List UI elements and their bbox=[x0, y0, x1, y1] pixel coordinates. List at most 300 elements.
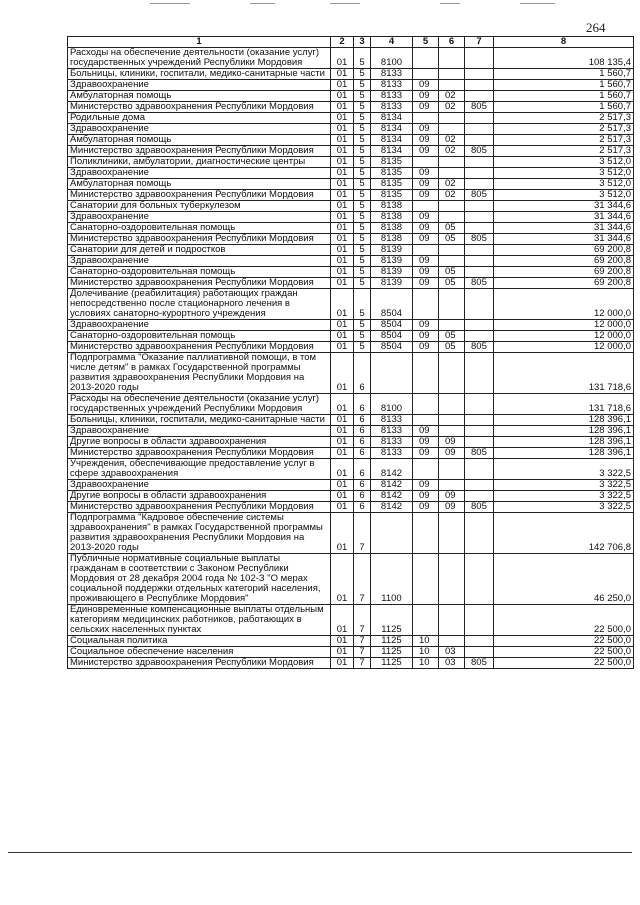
row-code-5 bbox=[439, 636, 465, 647]
table-row bbox=[68, 426, 634, 437]
row-amount: 69 200,8 bbox=[494, 278, 634, 289]
row-description: Министерство здравоохранения Республики Мордовия bbox=[68, 234, 331, 245]
row-code-1: 01 bbox=[331, 201, 354, 212]
row-description: Поликлиники, амбулатории, диагностические центры bbox=[68, 157, 331, 168]
row-amount: 1 560,7 bbox=[494, 91, 634, 102]
row-description: Единовременные компенсационные выплаты отдельным категориям медицинских работников, работающих в сельских населенных пунктах bbox=[68, 605, 331, 636]
row-code-6 bbox=[465, 353, 494, 394]
row-description: Санаторно-оздоровительная помощь bbox=[68, 267, 331, 278]
row-code-3: 8142 bbox=[371, 491, 413, 502]
budget-table bbox=[67, 36, 634, 669]
row-code-2: 5 bbox=[354, 48, 371, 69]
row-code-6 bbox=[465, 647, 494, 658]
row-code-4 bbox=[413, 459, 439, 480]
row-code-5: 02 bbox=[439, 190, 465, 201]
row-code-5 bbox=[439, 80, 465, 91]
row-code-6 bbox=[465, 426, 494, 437]
row-code-1: 01 bbox=[331, 426, 354, 437]
row-description: Другие вопросы в области здравоохранения bbox=[68, 491, 331, 502]
row-code-6 bbox=[465, 289, 494, 320]
row-amount: 12 000,0 bbox=[494, 320, 634, 331]
row-code-1: 01 bbox=[331, 502, 354, 513]
row-code-4 bbox=[413, 48, 439, 69]
table-row bbox=[68, 113, 634, 124]
row-amount: 1 560,7 bbox=[494, 102, 634, 113]
row-code-4: 09 bbox=[413, 80, 439, 91]
row-code-3: 8504 bbox=[371, 331, 413, 342]
row-code-1: 01 bbox=[331, 605, 354, 636]
row-code-6 bbox=[465, 605, 494, 636]
row-code-2: 5 bbox=[354, 91, 371, 102]
row-code-5 bbox=[439, 113, 465, 124]
row-code-5 bbox=[439, 201, 465, 212]
row-code-3: 8133 bbox=[371, 437, 413, 448]
row-code-2: 5 bbox=[354, 135, 371, 146]
row-code-2: 5 bbox=[354, 267, 371, 278]
row-description: Министерство здравоохранения Республики Мордовия bbox=[68, 448, 331, 459]
row-code-1: 01 bbox=[331, 342, 354, 353]
row-description: Санаторно-оздоровительная помощь bbox=[68, 331, 331, 342]
table-row bbox=[68, 223, 634, 234]
row-code-5 bbox=[439, 168, 465, 179]
row-code-6 bbox=[465, 113, 494, 124]
row-code-2: 5 bbox=[354, 331, 371, 342]
row-code-3: 8139 bbox=[371, 267, 413, 278]
row-code-3: 8504 bbox=[371, 320, 413, 331]
column-header: 6 bbox=[439, 37, 465, 48]
row-code-2: 5 bbox=[354, 278, 371, 289]
row-code-3: 8133 bbox=[371, 426, 413, 437]
row-code-2: 5 bbox=[354, 179, 371, 190]
row-code-3: 8134 bbox=[371, 113, 413, 124]
row-code-1: 01 bbox=[331, 437, 354, 448]
row-code-1: 01 bbox=[331, 459, 354, 480]
row-code-1: 01 bbox=[331, 102, 354, 113]
row-code-5 bbox=[439, 415, 465, 426]
row-description: Долечивание (реабилитация) работающих граждан непосредственно после стационарного лечения в условиях санаторно-курортного учреждения bbox=[68, 289, 331, 320]
row-code-1: 01 bbox=[331, 223, 354, 234]
row-code-3: 8138 bbox=[371, 201, 413, 212]
row-description: Расходы на обеспечение деятельности (оказание услуг) государственных учреждений Республики Мордовия bbox=[68, 394, 331, 415]
row-code-2: 5 bbox=[354, 342, 371, 353]
row-code-4: 10 bbox=[413, 647, 439, 658]
row-code-2: 5 bbox=[354, 320, 371, 331]
table-row bbox=[68, 135, 634, 146]
row-code-1: 01 bbox=[331, 554, 354, 605]
row-code-3 bbox=[371, 513, 413, 554]
row-code-6 bbox=[465, 320, 494, 331]
row-code-4: 10 bbox=[413, 636, 439, 647]
row-amount: 22 500,0 bbox=[494, 636, 634, 647]
row-code-4: 09 bbox=[413, 278, 439, 289]
row-code-3: 8504 bbox=[371, 342, 413, 353]
row-code-2: 6 bbox=[354, 437, 371, 448]
row-code-6 bbox=[465, 80, 494, 91]
row-amount: 108 135,4 bbox=[494, 48, 634, 69]
row-code-5: 05 bbox=[439, 223, 465, 234]
row-code-2: 7 bbox=[354, 554, 371, 605]
row-code-2: 5 bbox=[354, 69, 371, 80]
row-amount: 3 322,5 bbox=[494, 502, 634, 513]
row-code-3: 1125 bbox=[371, 647, 413, 658]
row-code-6 bbox=[465, 212, 494, 223]
row-code-1: 01 bbox=[331, 69, 354, 80]
row-amount: 2 517,3 bbox=[494, 146, 634, 157]
row-code-3: 1125 bbox=[371, 658, 413, 669]
row-code-4 bbox=[413, 353, 439, 394]
row-code-6 bbox=[465, 69, 494, 80]
row-code-1: 01 bbox=[331, 190, 354, 201]
row-code-3: 8135 bbox=[371, 190, 413, 201]
row-code-4: 09 bbox=[413, 190, 439, 201]
row-code-6 bbox=[465, 394, 494, 415]
row-code-1: 01 bbox=[331, 91, 354, 102]
row-code-3: 8133 bbox=[371, 448, 413, 459]
row-code-1: 01 bbox=[331, 48, 354, 69]
row-amount: 142 706,8 bbox=[494, 513, 634, 554]
row-code-5: 02 bbox=[439, 135, 465, 146]
row-code-5: 05 bbox=[439, 267, 465, 278]
row-amount: 1 560,7 bbox=[494, 69, 634, 80]
row-description: Министерство здравоохранения Республики Мордовия bbox=[68, 342, 331, 353]
row-amount: 128 396,1 bbox=[494, 415, 634, 426]
row-code-6: 805 bbox=[465, 342, 494, 353]
row-code-2: 6 bbox=[354, 426, 371, 437]
row-code-1: 01 bbox=[331, 168, 354, 179]
row-code-1: 01 bbox=[331, 245, 354, 256]
row-code-1: 01 bbox=[331, 647, 354, 658]
row-code-1: 01 bbox=[331, 394, 354, 415]
table-row bbox=[68, 69, 634, 80]
row-amount: 1 560,7 bbox=[494, 80, 634, 91]
row-code-1: 01 bbox=[331, 636, 354, 647]
column-header: 3 bbox=[354, 37, 371, 48]
row-code-6: 805 bbox=[465, 502, 494, 513]
row-code-6 bbox=[465, 554, 494, 605]
row-code-6: 805 bbox=[465, 658, 494, 669]
row-code-5 bbox=[439, 124, 465, 135]
row-code-3: 8504 bbox=[371, 289, 413, 320]
row-code-3: 1100 bbox=[371, 554, 413, 605]
row-description: Здравоохранение bbox=[68, 80, 331, 91]
row-code-5: 05 bbox=[439, 234, 465, 245]
table-row bbox=[68, 415, 634, 426]
row-amount: 131 718,6 bbox=[494, 353, 634, 394]
row-code-1: 01 bbox=[331, 124, 354, 135]
row-description: Министерство здравоохранения Республики Мордовия bbox=[68, 190, 331, 201]
row-code-4: 09 bbox=[413, 212, 439, 223]
row-code-4 bbox=[413, 245, 439, 256]
row-code-3: 8133 bbox=[371, 91, 413, 102]
row-code-2: 6 bbox=[354, 448, 371, 459]
row-code-4: 09 bbox=[413, 480, 439, 491]
row-code-6 bbox=[465, 48, 494, 69]
row-code-5: 09 bbox=[439, 491, 465, 502]
column-header: 1 bbox=[68, 37, 331, 48]
table-row bbox=[68, 124, 634, 135]
table-row bbox=[68, 554, 634, 605]
row-code-6 bbox=[465, 636, 494, 647]
row-code-2: 5 bbox=[354, 190, 371, 201]
row-code-5 bbox=[439, 513, 465, 554]
row-code-6 bbox=[465, 135, 494, 146]
row-description: Другие вопросы в области здравоохранения bbox=[68, 437, 331, 448]
row-code-2: 7 bbox=[354, 636, 371, 647]
page-number: 264 bbox=[586, 20, 606, 35]
row-code-6 bbox=[465, 415, 494, 426]
row-code-2: 5 bbox=[354, 80, 371, 91]
row-code-3: 1125 bbox=[371, 636, 413, 647]
row-amount: 3 512,0 bbox=[494, 157, 634, 168]
row-code-6: 805 bbox=[465, 102, 494, 113]
row-code-3: 8134 bbox=[371, 135, 413, 146]
table-row bbox=[68, 331, 634, 342]
row-description: Министерство здравоохранения Республики Мордовия bbox=[68, 102, 331, 113]
row-code-1: 01 bbox=[331, 113, 354, 124]
row-code-2: 5 bbox=[354, 212, 371, 223]
row-code-6 bbox=[465, 179, 494, 190]
row-code-6 bbox=[465, 256, 494, 267]
row-code-1: 01 bbox=[331, 256, 354, 267]
row-description: Санатории для детей и подростков bbox=[68, 245, 331, 256]
table-row bbox=[68, 157, 634, 168]
row-code-2: 5 bbox=[354, 245, 371, 256]
row-code-3: 8134 bbox=[371, 124, 413, 135]
row-code-1: 01 bbox=[331, 146, 354, 157]
row-code-3: 8100 bbox=[371, 394, 413, 415]
row-amount: 3 322,5 bbox=[494, 459, 634, 480]
table-row bbox=[68, 513, 634, 554]
row-code-5: 02 bbox=[439, 179, 465, 190]
row-amount: 128 396,1 bbox=[494, 448, 634, 459]
row-code-4: 09 bbox=[413, 102, 439, 113]
row-code-6: 805 bbox=[465, 190, 494, 201]
row-description: Амбулаторная помощь bbox=[68, 91, 331, 102]
row-code-4: 09 bbox=[413, 256, 439, 267]
row-code-3: 8133 bbox=[371, 415, 413, 426]
row-code-2: 5 bbox=[354, 146, 371, 157]
row-code-3: 8142 bbox=[371, 480, 413, 491]
bottom-rule bbox=[8, 852, 632, 853]
row-code-4 bbox=[413, 605, 439, 636]
table-row bbox=[68, 353, 634, 394]
row-description: Здравоохранение bbox=[68, 256, 331, 267]
row-code-1: 01 bbox=[331, 491, 354, 502]
row-amount: 46 250,0 bbox=[494, 554, 634, 605]
row-amount: 3 512,0 bbox=[494, 179, 634, 190]
row-amount: 12 000,0 bbox=[494, 289, 634, 320]
row-amount: 3 512,0 bbox=[494, 168, 634, 179]
table-row bbox=[68, 212, 634, 223]
row-code-4 bbox=[413, 289, 439, 320]
row-code-5 bbox=[439, 426, 465, 437]
row-code-2: 5 bbox=[354, 102, 371, 113]
row-code-1: 01 bbox=[331, 448, 354, 459]
row-amount: 22 500,0 bbox=[494, 647, 634, 658]
row-code-2: 6 bbox=[354, 353, 371, 394]
row-description: Больницы, клиники, госпитали, медико-санитарные части bbox=[68, 415, 331, 426]
row-amount: 69 200,8 bbox=[494, 267, 634, 278]
row-code-2: 5 bbox=[354, 289, 371, 320]
row-description: Амбулаторная помощь bbox=[68, 179, 331, 190]
table-row bbox=[68, 448, 634, 459]
row-code-2: 5 bbox=[354, 201, 371, 212]
row-code-3: 8133 bbox=[371, 80, 413, 91]
row-description: Санаторно-оздоровительная помощь bbox=[68, 223, 331, 234]
row-code-4 bbox=[413, 554, 439, 605]
row-code-1: 01 bbox=[331, 513, 354, 554]
row-amount: 31 344,6 bbox=[494, 234, 634, 245]
row-code-4: 09 bbox=[413, 234, 439, 245]
table-row bbox=[68, 605, 634, 636]
row-code-1: 01 bbox=[331, 80, 354, 91]
table-row bbox=[68, 491, 634, 502]
row-code-1: 01 bbox=[331, 267, 354, 278]
row-code-1: 01 bbox=[331, 320, 354, 331]
row-code-2: 6 bbox=[354, 480, 371, 491]
row-code-5 bbox=[439, 69, 465, 80]
row-code-2: 7 bbox=[354, 647, 371, 658]
row-amount: 2 517,3 bbox=[494, 135, 634, 146]
row-code-4: 09 bbox=[413, 267, 439, 278]
row-code-4: 09 bbox=[413, 168, 439, 179]
row-code-4: 09 bbox=[413, 223, 439, 234]
table-row bbox=[68, 190, 634, 201]
row-code-5: 05 bbox=[439, 331, 465, 342]
row-description: Публичные нормативные социальные выплаты гражданам в соответствии с Законом Республики Мордовия от 28 декабря 2004 года № 102-З "О мерах социальной поддержки отдельных категорий населения, проживающего в Республике Мордовия" bbox=[68, 554, 331, 605]
row-amount: 2 517,3 bbox=[494, 113, 634, 124]
row-code-2: 6 bbox=[354, 491, 371, 502]
row-code-5 bbox=[439, 212, 465, 223]
table-row bbox=[68, 102, 634, 113]
row-code-2: 6 bbox=[354, 459, 371, 480]
row-code-6: 805 bbox=[465, 146, 494, 157]
table-row bbox=[68, 320, 634, 331]
row-code-6: 805 bbox=[465, 234, 494, 245]
row-amount: 31 344,6 bbox=[494, 212, 634, 223]
table-row bbox=[68, 48, 634, 69]
row-code-6 bbox=[465, 157, 494, 168]
row-code-3: 8135 bbox=[371, 179, 413, 190]
row-amount: 22 500,0 bbox=[494, 658, 634, 669]
row-description: Учреждения, обеспечивающие предоставление услуг в сфере здравоохранения bbox=[68, 459, 331, 480]
row-description: Подпрограмма "Оказание паллиативной помощи, в том числе детям" в рамках Государственной программы развития здравоохранения Республики Мордовия на 2013-2020 годы bbox=[68, 353, 331, 394]
row-code-3: 8135 bbox=[371, 157, 413, 168]
row-code-1: 01 bbox=[331, 179, 354, 190]
row-description: Санатории для больных туберкулезом bbox=[68, 201, 331, 212]
table-row bbox=[68, 267, 634, 278]
row-code-5 bbox=[439, 289, 465, 320]
row-code-4: 09 bbox=[413, 448, 439, 459]
row-amount: 3 322,5 bbox=[494, 491, 634, 502]
row-amount: 69 200,8 bbox=[494, 245, 634, 256]
row-code-4: 09 bbox=[413, 426, 439, 437]
row-code-6 bbox=[465, 223, 494, 234]
row-code-4: 09 bbox=[413, 179, 439, 190]
column-header: 8 bbox=[494, 37, 634, 48]
row-amount: 128 396,1 bbox=[494, 426, 634, 437]
row-code-3: 8142 bbox=[371, 459, 413, 480]
row-code-1: 01 bbox=[331, 278, 354, 289]
row-amount: 22 500,0 bbox=[494, 605, 634, 636]
table-row bbox=[68, 80, 634, 91]
row-code-2: 6 bbox=[354, 502, 371, 513]
row-amount: 69 200,8 bbox=[494, 256, 634, 267]
row-code-5 bbox=[439, 480, 465, 491]
row-amount: 31 344,6 bbox=[494, 223, 634, 234]
row-code-3: 8133 bbox=[371, 102, 413, 113]
row-code-2: 6 bbox=[354, 415, 371, 426]
row-code-1: 01 bbox=[331, 331, 354, 342]
row-code-6 bbox=[465, 459, 494, 480]
row-code-3: 8142 bbox=[371, 502, 413, 513]
row-amount: 12 000,0 bbox=[494, 342, 634, 353]
table-row bbox=[68, 234, 634, 245]
table-row bbox=[68, 278, 634, 289]
table-row bbox=[68, 179, 634, 190]
row-code-1: 01 bbox=[331, 415, 354, 426]
row-code-2: 5 bbox=[354, 256, 371, 267]
row-code-6: 805 bbox=[465, 278, 494, 289]
table-row bbox=[68, 201, 634, 212]
row-code-5 bbox=[439, 394, 465, 415]
table-row bbox=[68, 459, 634, 480]
table-row bbox=[68, 437, 634, 448]
row-description: Больницы, клиники, госпитали, медико-санитарные части bbox=[68, 69, 331, 80]
row-code-4: 09 bbox=[413, 342, 439, 353]
row-code-4 bbox=[413, 69, 439, 80]
row-code-2: 5 bbox=[354, 113, 371, 124]
column-header: 4 bbox=[371, 37, 413, 48]
row-code-5: 02 bbox=[439, 102, 465, 113]
row-code-5 bbox=[439, 256, 465, 267]
table-row bbox=[68, 636, 634, 647]
row-code-5: 02 bbox=[439, 146, 465, 157]
row-description: Социальная политика bbox=[68, 636, 331, 647]
table-row bbox=[68, 394, 634, 415]
row-description: Здравоохранение bbox=[68, 426, 331, 437]
row-code-4: 09 bbox=[413, 124, 439, 135]
table-row bbox=[68, 502, 634, 513]
row-code-2: 5 bbox=[354, 168, 371, 179]
row-code-4: 09 bbox=[413, 437, 439, 448]
row-code-2: 5 bbox=[354, 157, 371, 168]
row-description: Социальное обеспечение населения bbox=[68, 647, 331, 658]
row-code-6 bbox=[465, 168, 494, 179]
row-code-3: 1125 bbox=[371, 605, 413, 636]
row-description: Здравоохранение bbox=[68, 124, 331, 135]
row-description: Амбулаторная помощь bbox=[68, 135, 331, 146]
row-code-4 bbox=[413, 415, 439, 426]
row-code-5: 03 bbox=[439, 658, 465, 669]
table-row bbox=[68, 647, 634, 658]
row-code-4 bbox=[413, 394, 439, 415]
row-amount: 2 517,3 bbox=[494, 124, 634, 135]
table-row bbox=[68, 168, 634, 179]
row-code-5 bbox=[439, 554, 465, 605]
row-code-2: 7 bbox=[354, 605, 371, 636]
row-code-6 bbox=[465, 124, 494, 135]
row-description: Здравоохранение bbox=[68, 320, 331, 331]
row-code-2: 5 bbox=[354, 223, 371, 234]
row-description: Родильные дома bbox=[68, 113, 331, 124]
row-code-4 bbox=[413, 157, 439, 168]
row-description: Министерство здравоохранения Республики Мордовия bbox=[68, 502, 331, 513]
scan-top-marks bbox=[0, 0, 640, 8]
row-code-4 bbox=[413, 113, 439, 124]
row-code-2: 6 bbox=[354, 394, 371, 415]
row-code-1: 01 bbox=[331, 135, 354, 146]
